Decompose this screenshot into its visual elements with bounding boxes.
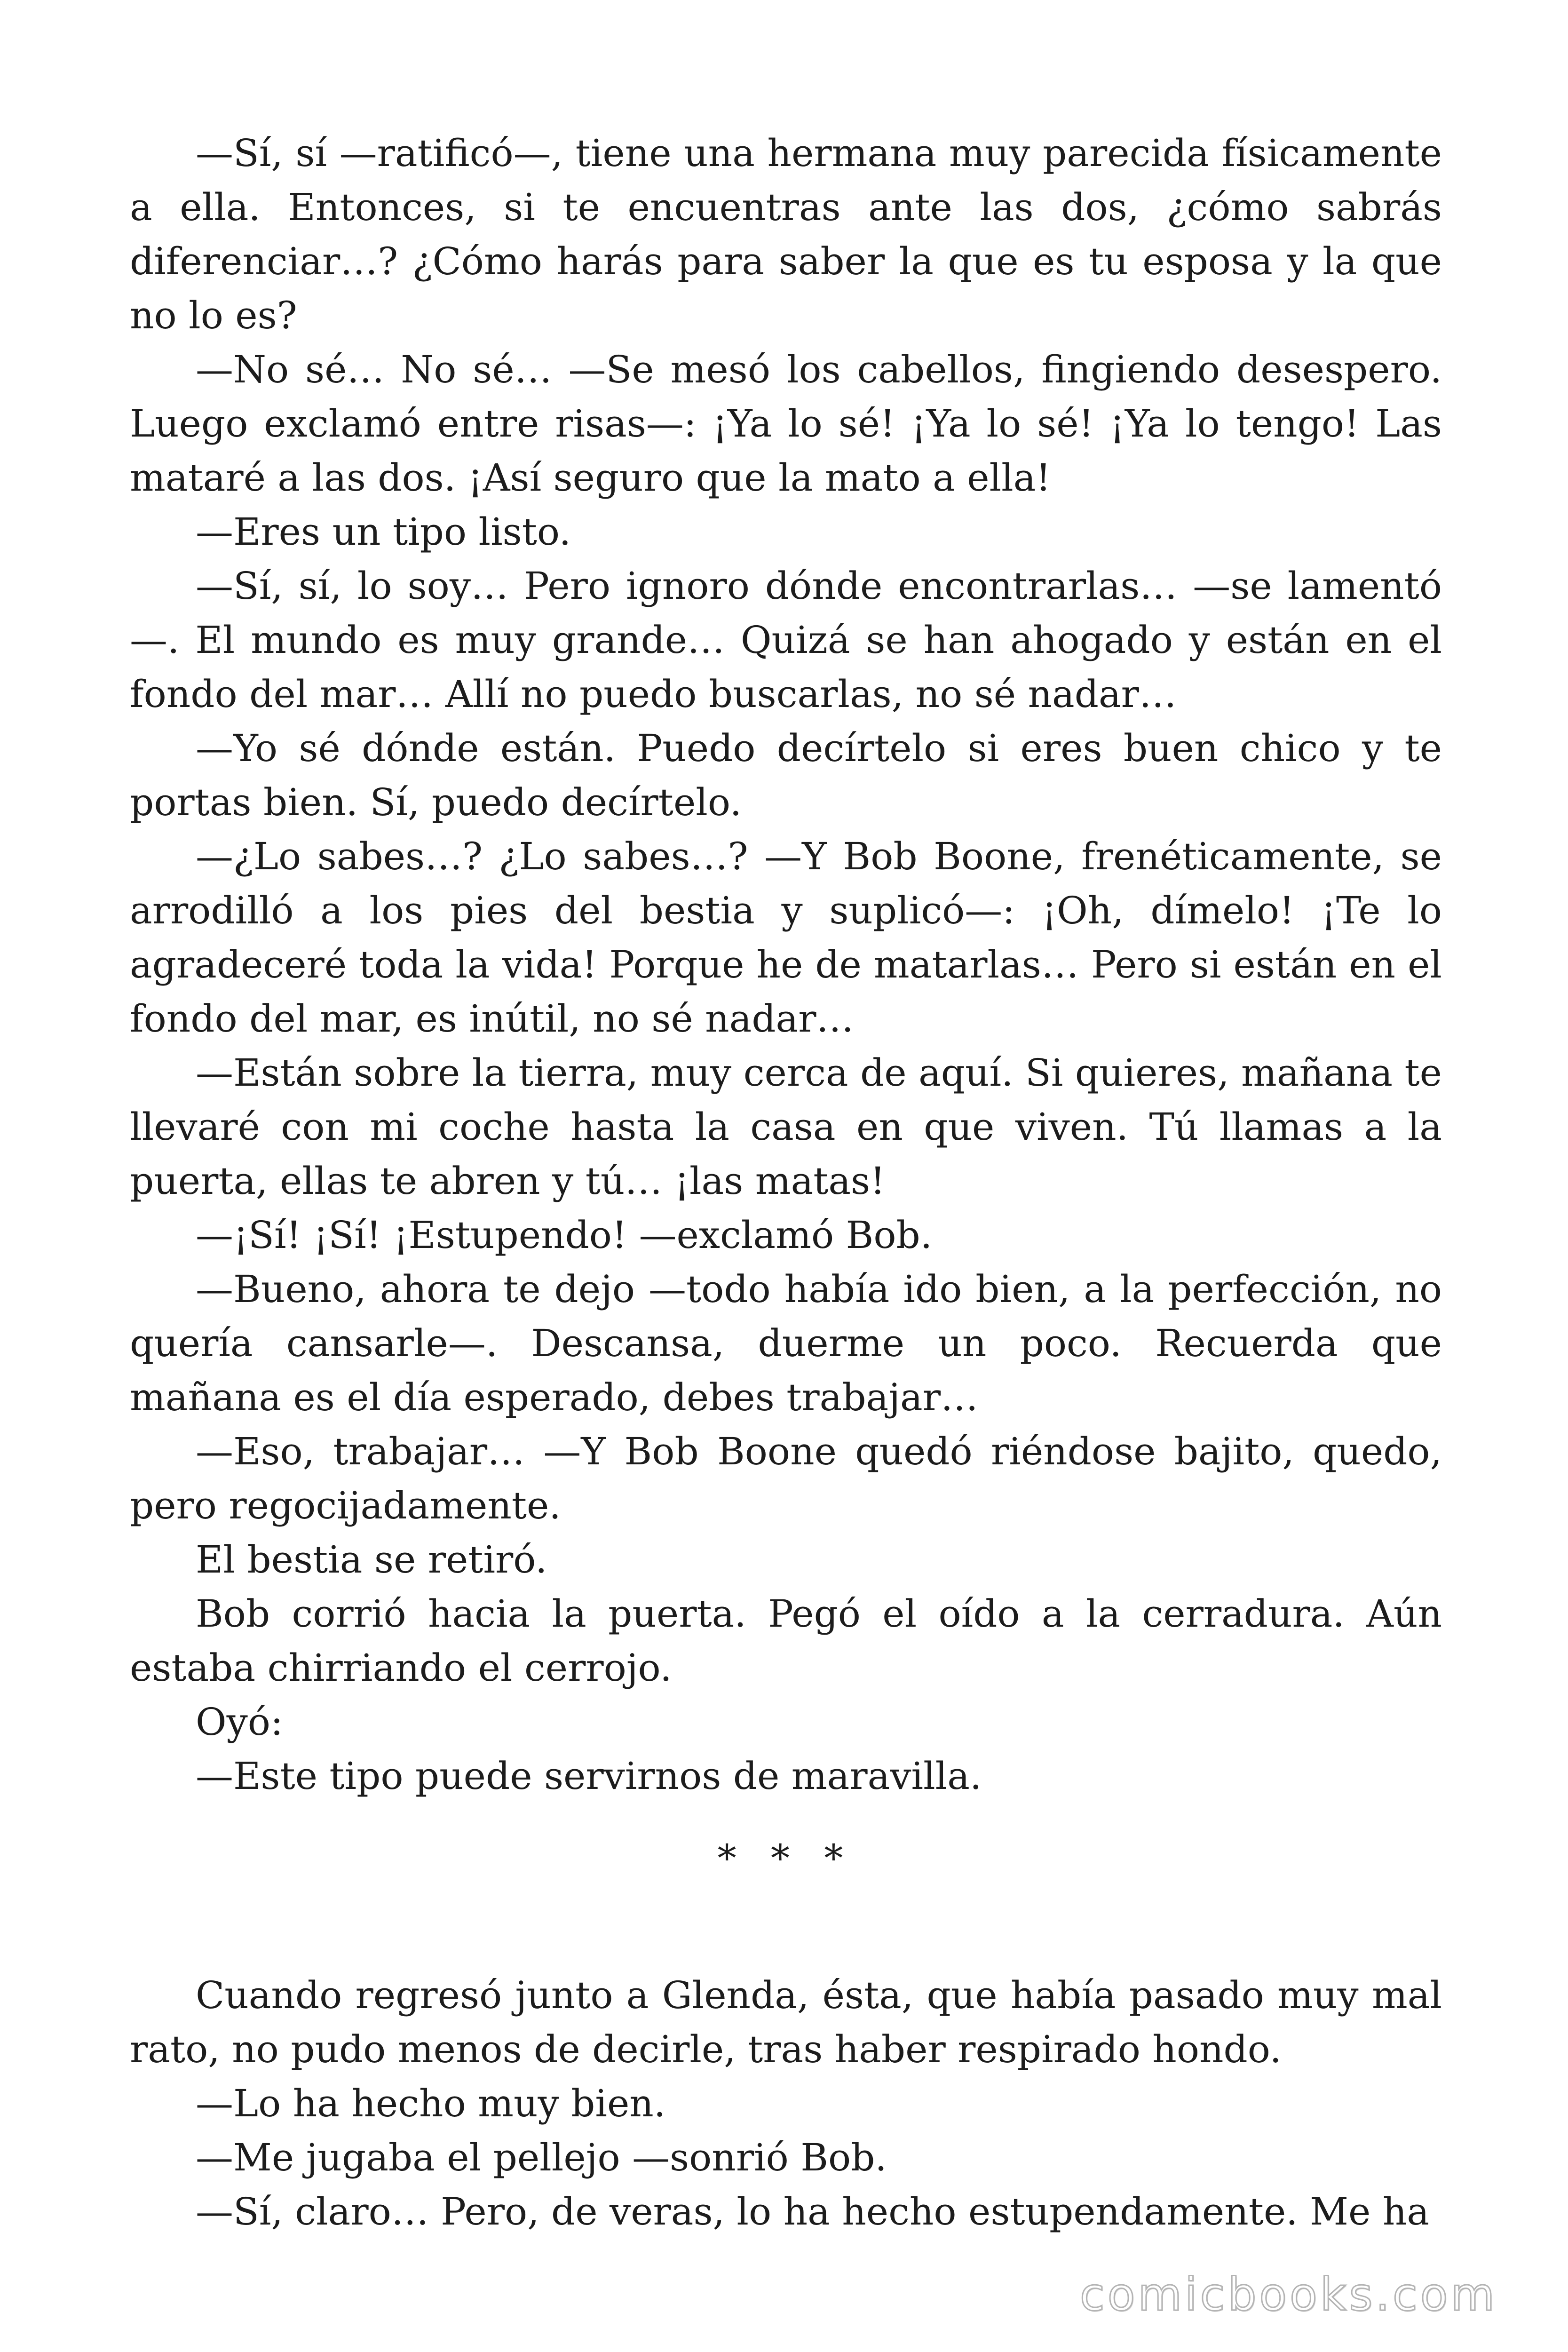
paragraph: —Eres un tipo listo. [196,510,571,554]
book-page-body [130,126,1442,2239]
paragraph: —¿Lo sabes…? ¿Lo sabes…? —Y Bob Boone, frenéticamente, se arrodilló a los pies del bestia y suplicó—: ¡Oh, dímelo! ¡Te lo agradeceré toda la vida! Porque he de matarlas… Pero si están en el fondo del mar, es inútil, no sé nadar… [130,834,1442,1041]
paragraph: —Este tipo puede servirnos de maravilla. [196,1754,982,1798]
paragraph: —Me jugaba el pellejo —sonrió Bob. [196,2136,887,2179]
paragraph: —Sí, claro… Pero, de veras, lo ha hecho estupendamente. Me ha [196,2190,1430,2233]
paragraph: Cuando regresó junto a Glenda, ésta, que había pasado muy mal rato, no pudo menos de decirle, tras haber respirado hondo. [130,1973,1442,2071]
paragraph: El bestia se retiró. [196,1538,547,1581]
watermark: comicbooks.com [1079,2268,1497,2321]
paragraph: Oyó: [196,1700,283,1744]
paragraph: —Sí, sí, lo soy… Pero ignoro dónde encontrarlas… —se lamentó —. El mundo es muy grande… Quizá se han ahogado y están en el fondo del mar… Allí no puedo buscarlas, no sé nadar… [130,564,1442,716]
paragraph: —¡Sí! ¡Sí! ¡Estupendo! —exclamó Bob. [196,1213,933,1257]
scene-break: * * * [717,1836,855,1880]
paragraph: —No sé… No sé… —Se mesó los cabellos, fingiendo desespero. Luego exclamó entre risas—: ¡Ya lo sé! ¡Ya lo sé! ¡Ya lo tengo! Las mataré a las dos. ¡Así seguro que la mato a ella! [130,348,1442,500]
paragraph: —Bueno, ahora te dejo —todo había ido bien, a la perfección, no quería cansarle—. Descansa, duerme un poco. Recuerda que mañana es el día esperado, debes trabajar… [130,1267,1442,1419]
paragraph: —Eso, trabajar… —Y Bob Boone quedó riéndose bajito, quedo, pero regocijadamente. [130,1430,1442,1527]
paragraph: —Están sobre la tierra, muy cerca de aquí. Si quieres, mañana te llevaré con mi coche hasta la casa en que viven. Tú llamas a la puerta, ellas te abren y tú… ¡las matas! [130,1051,1442,1203]
paragraph: —Sí, sí —ratificó—, tiene una hermana muy parecida físicamente a ella. Entonces, si te encuentras ante las dos, ¿cómo sabrás diferenciar…? ¿Cómo harás para saber la que es tu esposa y la que no lo es? [130,131,1442,337]
paragraph: Bob corrió hacia la puerta. Pegó el oído a la cerradura. Aún estaba chirriando el cerrojo. [130,1592,1442,1690]
paragraph: —Yo sé dónde están. Puedo decírtelo si eres buen chico y te portas bien. Sí, puedo decírtelo. [130,726,1442,824]
paragraph: —Lo ha hecho muy bien. [196,2082,666,2125]
